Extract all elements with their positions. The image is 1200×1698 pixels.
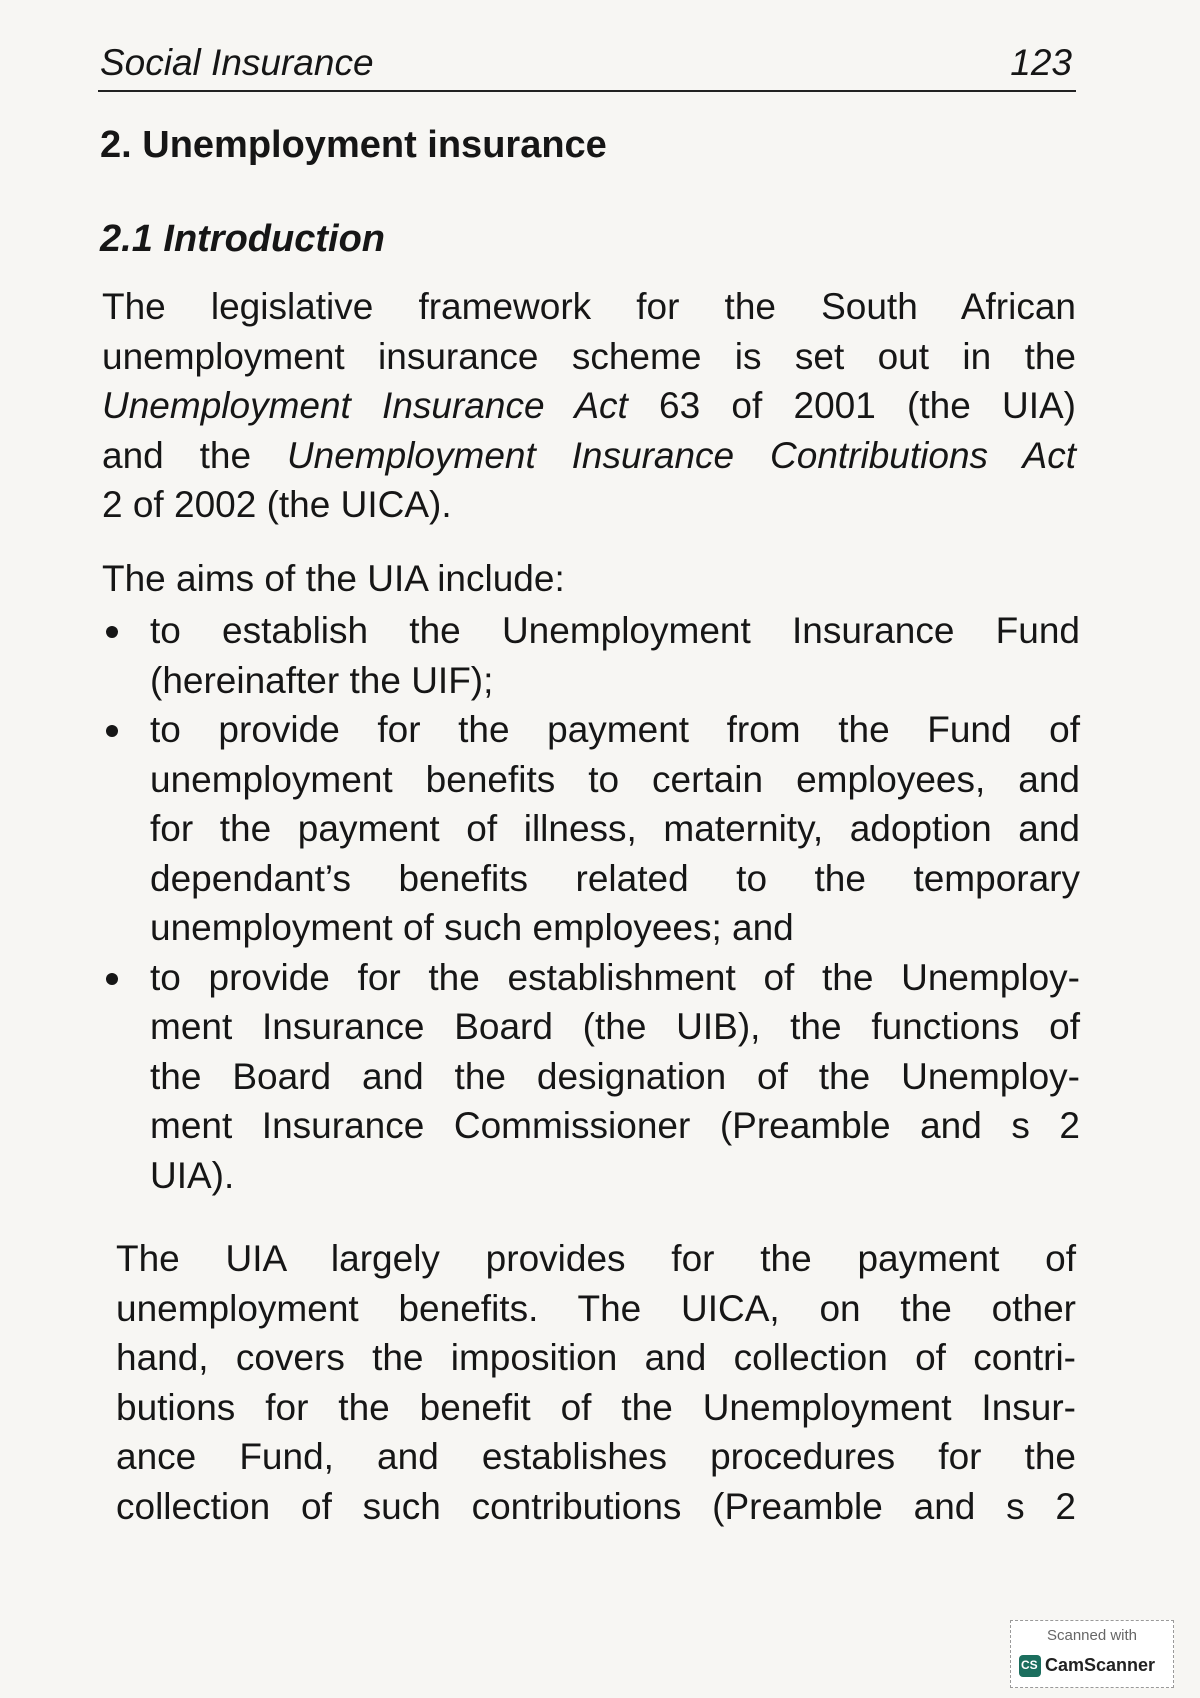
watermark-brand: CamScanner bbox=[1045, 1655, 1156, 1675]
list-item-line: UIA). bbox=[150, 1154, 235, 1196]
list-item-line: dependant’s benefits related to the temporary bbox=[150, 857, 1080, 899]
list-item bbox=[102, 606, 1080, 705]
aims-lead: The aims of the UIA include: bbox=[102, 558, 565, 599]
paragraph-line bbox=[102, 431, 1076, 481]
list-item-line: unemployment of such employees; and bbox=[150, 907, 794, 948]
paragraph-line: collection of such contributions (Preamble and s 2 bbox=[116, 1485, 1076, 1527]
paragraph-line bbox=[102, 381, 1076, 431]
camscanner-logo-icon bbox=[1019, 1655, 1041, 1677]
list-item-line: unemployment benefits to certain employees, and bbox=[150, 758, 1080, 800]
act-title-uia: Unemployment Insurance Act bbox=[102, 385, 628, 426]
paragraph-line: The UIA largely provides for the payment of bbox=[116, 1238, 1076, 1279]
bullet-icon bbox=[106, 725, 118, 737]
aims-list bbox=[102, 606, 1080, 1200]
intro-paragraph bbox=[102, 282, 1076, 530]
list-item-line: to provide for the payment from the Fund of bbox=[150, 709, 1080, 750]
list-item-line: to provide for the establishment of the Unemploy- bbox=[150, 956, 1080, 998]
list-item-line: (hereinafter the UIF); bbox=[150, 659, 494, 701]
camscanner-watermark bbox=[1010, 1620, 1174, 1688]
act-number-uia: 63 of 2001 (the UIA) bbox=[627, 385, 1076, 426]
line-start: and the bbox=[102, 434, 287, 476]
closing-paragraph bbox=[116, 1234, 1076, 1531]
paragraph-line: hand, covers the imposition and collection of contri- bbox=[116, 1337, 1076, 1378]
list-item-line: ment Insurance Commissioner (Preamble and s 2 bbox=[150, 1105, 1080, 1146]
running-header bbox=[98, 36, 1076, 92]
subsection-heading: 2.1 Introduction bbox=[100, 218, 385, 260]
list-item-line: ment Insurance Board (the UIB), the functions of bbox=[150, 1006, 1080, 1047]
list-item bbox=[102, 705, 1080, 953]
running-header-title: Social Insurance bbox=[100, 42, 374, 83]
section-heading: 2. Unemployment insurance bbox=[100, 124, 607, 166]
bullet-icon bbox=[106, 973, 118, 985]
paragraph-line: ance Fund, and establishes procedures for the bbox=[116, 1436, 1076, 1477]
list-item-line: for the payment of illness, maternity, adoption and bbox=[150, 808, 1080, 849]
paragraph-line: unemployment benefits. The UICA, on the other bbox=[116, 1287, 1076, 1329]
paragraph-line: butions for the benefit of the Unemployment Insur- bbox=[116, 1386, 1076, 1428]
page-number: 123 bbox=[1010, 42, 1072, 83]
paragraph-line: unemployment insurance scheme is set out in the bbox=[102, 335, 1076, 377]
paragraph-line: 2 of 2002 (the UICA). bbox=[102, 484, 452, 525]
watermark-caption: Scanned with bbox=[1046, 1627, 1138, 1644]
act-title-uica: Unemployment Insurance Contributions Act bbox=[286, 434, 1076, 476]
paragraph-line: The legislative framework for the South African bbox=[102, 286, 1076, 327]
list-item-line: the Board and the designation of the Unemploy- bbox=[150, 1055, 1080, 1097]
bullet-icon bbox=[106, 626, 118, 638]
list-item bbox=[102, 953, 1080, 1201]
list-item-line: to establish the Unemployment Insurance Fund bbox=[150, 610, 1080, 651]
